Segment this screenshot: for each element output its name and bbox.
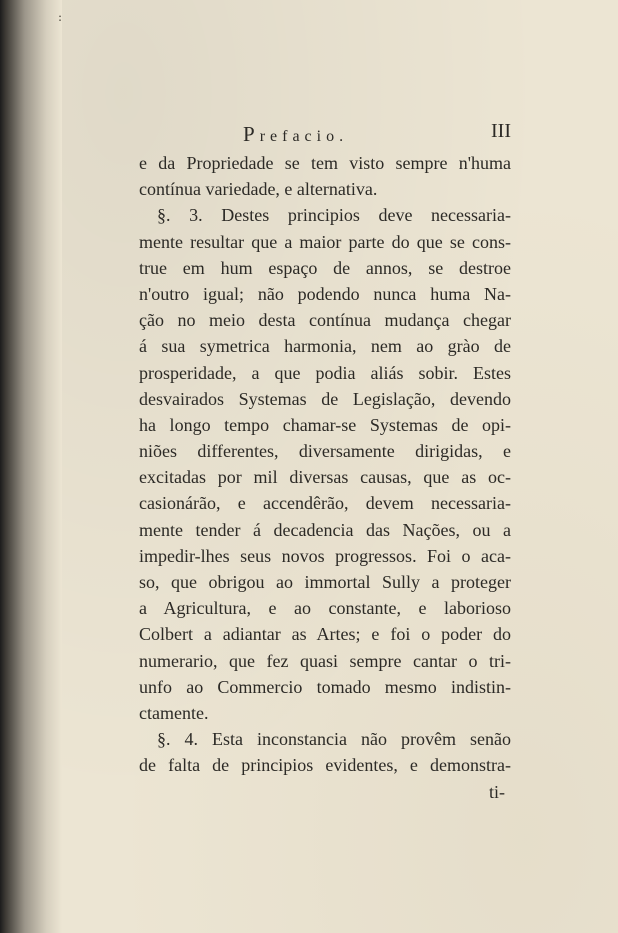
- gutter-mark: :: [58, 10, 63, 24]
- text-line: ha longo tempo chamar-se Systemas de opi-: [139, 414, 511, 435]
- text-line: de falta de principios evidentes, e demonstra-: [139, 755, 511, 776]
- text-line: so, que obrigou ao immortal Sully a proteger: [139, 572, 511, 592]
- text-block: [139, 120, 511, 805]
- text-line: excitadas por mil diversas causas, que as oc-: [139, 467, 511, 488]
- text-line-section-3: §. 3. Destes principios deve necessaria-: [157, 205, 511, 226]
- text-line: Colbert a adiantar as Artes; e foi o poder do: [139, 624, 511, 645]
- text-line: impedir-lhes seus novos progressos. Foi o aca-: [139, 545, 511, 566]
- text-line: contínua variedade, e alternativa.: [139, 179, 378, 200]
- text-line: mente tender á decadencia das Nações, ou a: [139, 519, 511, 540]
- text-line: desvairados Systemas de Legislação, devendo: [139, 388, 511, 409]
- text-line: á sua symetrica harmonia, nem ao grào de: [139, 336, 511, 357]
- text-line: e da Propriedade se tem visto sempre n'huma: [139, 153, 511, 173]
- page-number: III: [491, 120, 511, 142]
- text-line: prosperidade, a que podia aliás sobir. Estes: [139, 362, 511, 383]
- page-header: [139, 120, 511, 148]
- text-line-section-4: §. 4. Esta inconstancia não provêm senão: [157, 729, 511, 750]
- text-line: a Agricultura, e ao constante, e laborioso: [139, 598, 511, 619]
- text-line: numerario, que fez quasi sempre cantar o tri-: [139, 650, 511, 671]
- running-title: Prefacio.: [243, 122, 349, 146]
- text-line: unfo ao Commercio tomado mesmo indistin-: [139, 676, 511, 697]
- text-line: niões differentes, diversamente dirigidas, e: [139, 441, 511, 462]
- book-gutter: [0, 0, 62, 933]
- text-line: mente resultar que a maior parte do que se cons-: [139, 231, 511, 252]
- text-line: true em hum espaço de annos, se destroe: [139, 257, 511, 278]
- text-line: n'outro igual; não podendo nunca huma Na-: [139, 283, 511, 304]
- text-line: ctamente.: [139, 702, 209, 723]
- catchword: ti-: [489, 781, 505, 802]
- text-line: ção no meio desta contínua mudança chegar: [139, 310, 511, 331]
- text-line: casionárão, e accendêrão, devem necessaria-: [139, 493, 511, 514]
